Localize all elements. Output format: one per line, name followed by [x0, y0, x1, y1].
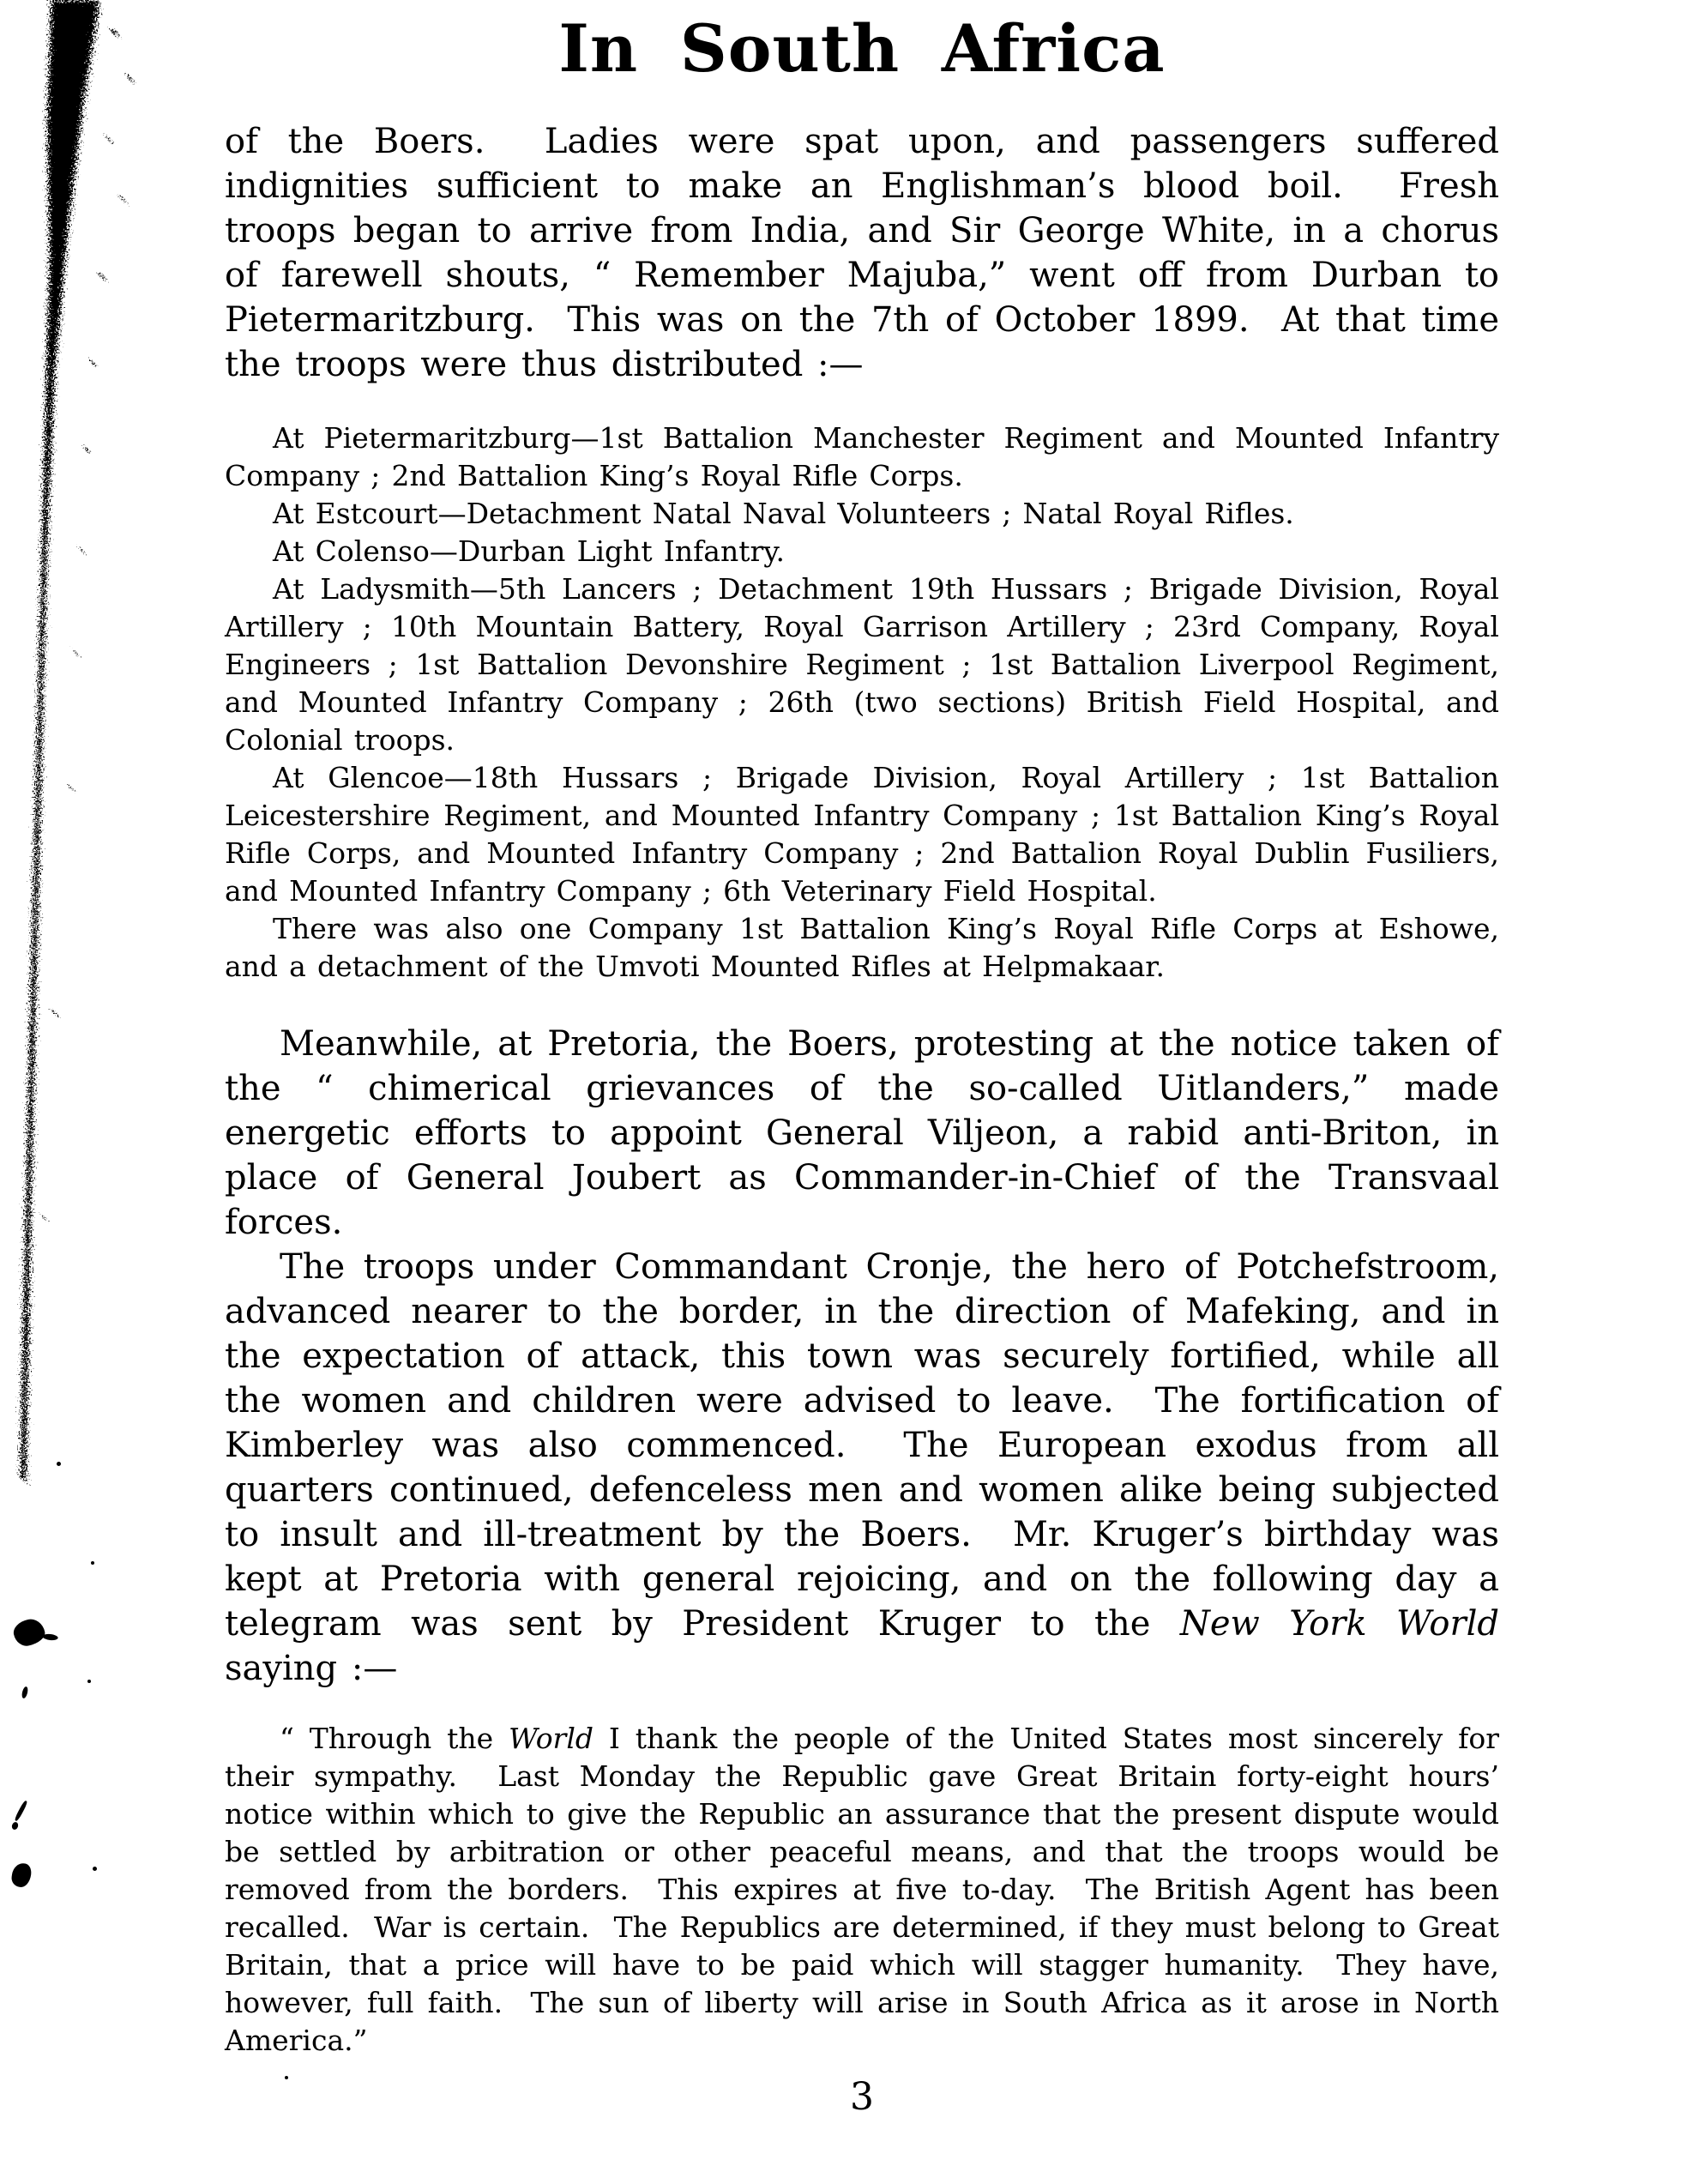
ink-mark [10, 1800, 34, 1831]
text-run-italic-newspaper-name: World [509, 1722, 594, 1756]
ink-dot [91, 1561, 94, 1565]
text-run: The troops under Commandant Cronje, the hero of Potchefstroom, advanced nearer to the border, in the direction of Mafeking, and in the expectation of attack, this town was securely fortified, while all the women and children were advised to leave. The fortification of Kimberley was also commenced. The European exodus from all quarters continued, defenceless men and women alike being subjected to insult and ill-treatment by the Boers. Mr. Kruger’s birthday was kept at Pretoria with general rejoicing, and on the following day a telegram was sent by President Kruger to the [225, 1247, 1499, 1644]
distribution-item-pietermaritzburg: At Pietermaritzburg—1st Battalion Manchester Regiment and Mounted Infantry Company ; 2nd Battalion King’s Royal Rifle Corps. [225, 421, 1499, 493]
ink-dot [57, 1462, 61, 1466]
text-run: “ Through the [280, 1722, 509, 1756]
text-column [225, 12, 1499, 2119]
troop-distribution-list [225, 419, 1499, 986]
ink-dot [93, 1867, 97, 1871]
text-run: I thank the people of the United States most sincerely for their sympathy. Last Monday the Republic gave Great Britain forty-eight hours’ notice within which to give the Republic an assurance that the present dispute would be settled by arbitration or other peaceful means, and that the troops would be removed from the borders. This expires at five to-day. The British Agent has been recalled. War is certain. The Republics are determined, if they must belong to Great Britain, that a price will have to be paid which will stagger humanity. They have, however, full faith. The sun of liberty will arise in South Africa as it arose in North America.” [225, 1722, 1500, 2058]
text-run-italic-newspaper-name: New York World [1179, 1604, 1499, 1644]
paragraph-cronje [225, 1245, 1499, 1691]
paragraph-intro: of the Boers. Ladies were spat upon, and passengers suffered indignities sufficient to make an Englishman’s blood boil. Fresh troops began to arrive from India, and Sir George White, in a chorus of farewell shouts, “ Remember Majuba,” went off from Durban to Pietermaritzburg. This was on the 7th of October 1899. At that time the troops were thus distributed :— [225, 122, 1499, 385]
ink-blot [10, 1862, 33, 1889]
ink-speck [21, 1686, 28, 1698]
distribution-item-colenso: At Colenso—Durban Light Infantry. [273, 534, 786, 569]
page-title: In South Africa [558, 10, 1166, 87]
paragraph-meanwhile: Meanwhile, at Pretoria, the Boers, protesting at the notice taken of the “ chimerical grievances of the so-called Uitlanders,” made energetic efforts to appoint General Viljeon, a rabid anti-Briton, in place of General Joubert as Commander-in-Chief of the Transvaal forces. [225, 1024, 1499, 1243]
distribution-item-glencoe: At Glencoe—18th Hussars ; Brigade Division, Royal Artillery ; 1st Battalion Leicestershire Regiment, and Mounted Infantry Company ; 1st Battalion King’s Royal Rifle Corps, and Mounted Infantry Company ; 2nd Battalion Royal Dublin Fusiliers, and Mounted Infantry Company ; 6th Veterinary Field Hospital. [225, 761, 1499, 908]
ink-blot [11, 1617, 46, 1649]
paragraph-telegram-quote [225, 1720, 1499, 2060]
ink-dot [87, 1680, 91, 1683]
text-run: saying :— [225, 1649, 398, 1689]
distribution-item-ladysmith: At Ladysmith—5th Lancers ; Detachment 19th Hussars ; Brigade Division, Royal Artillery ; 10th Mountain Battery, Royal Garrison Artillery ; 23rd Company, Royal Engineers ; 1st Battalion Devonshire Regiment ; 1st Battalion Liverpool Regiment, and Mounted Infantry Company ; 26th (two sections) British Field Hospital, and Colonial troops. [225, 572, 1499, 757]
distribution-item-estcourt: At Estcourt—Detachment Natal Naval Volunteers ; Natal Royal Rifles. [273, 497, 1294, 531]
page-number: 3 [850, 2075, 874, 2120]
scan-binding-artifact [0, 0, 197, 1510]
distribution-item-eshowe-note: There was also one Company 1st Battalion King’s Royal Rifle Corps at Eshowe, and a detachment of the Umvoti Mounted Rifles at Helpmakaar. [225, 912, 1499, 984]
